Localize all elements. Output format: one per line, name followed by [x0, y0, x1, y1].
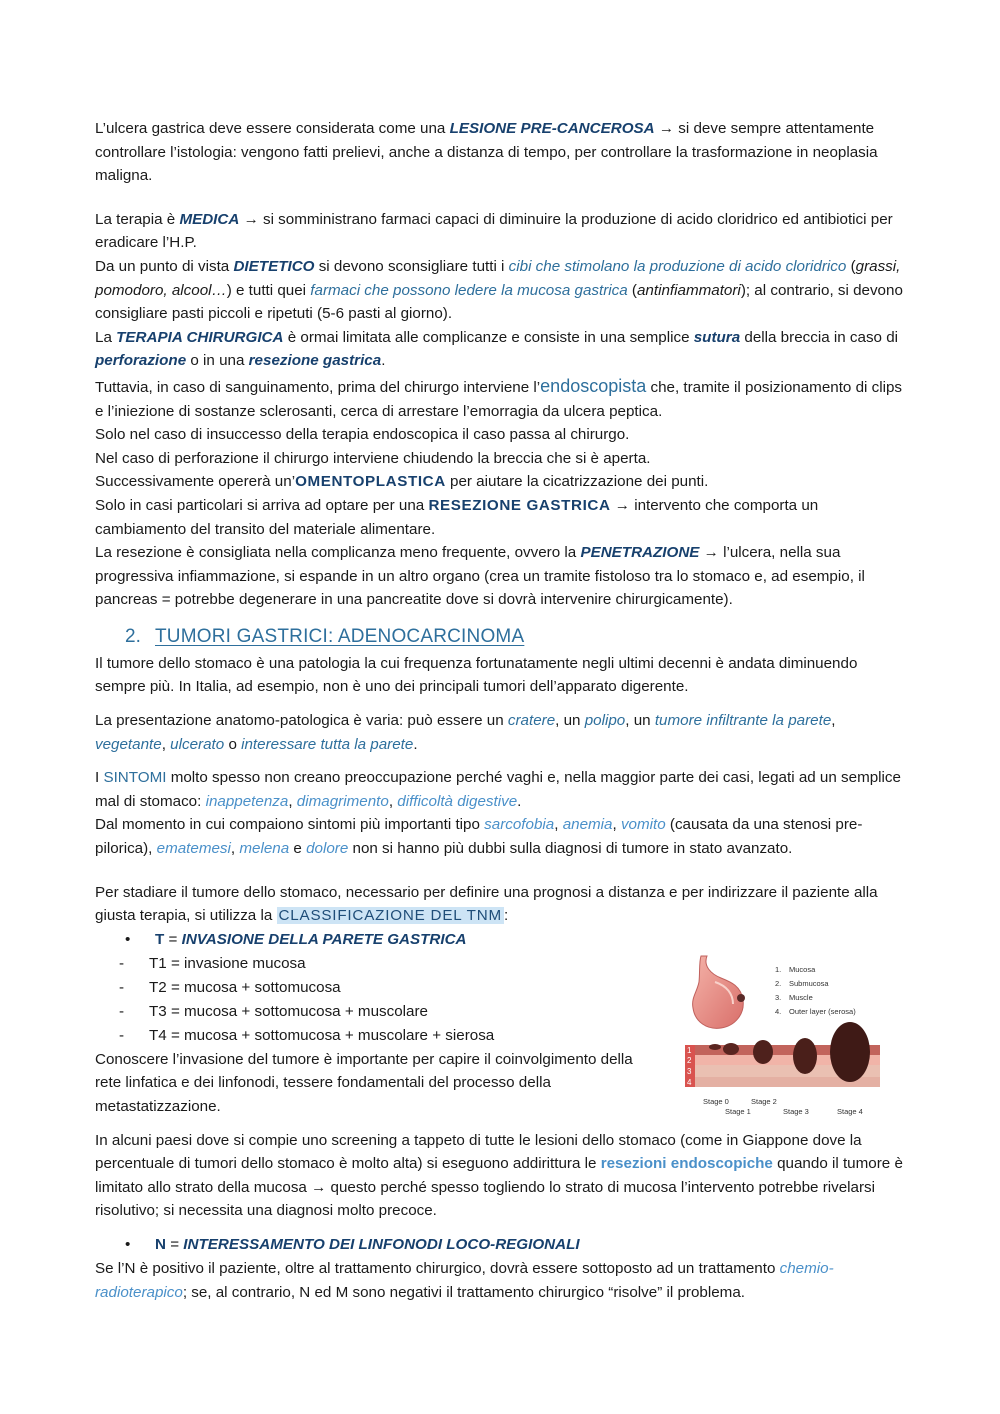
paragraph-endoscopy: Tuttavia, in caso di sanguinamento, prima del chirurgo interviene l’endoscopista che, tramite il posizionamento di clips e l’iniezione di sostanze sclerosanti, cerca di arrestare l’emorragia da ulcera peptica.	[95, 375, 903, 420]
paragraph-medical-therapy: La terapia è MEDICA → si somministrano farmaci capaci di diminuire la produzione di acido cloridrico ed antibiotici per eradicare l’H.P.	[95, 210, 893, 252]
t-item: - T3 = mucosa + sottomucosa + muscolare	[119, 1002, 428, 1020]
t-item: - T2 = mucosa + sottomucosa	[119, 978, 341, 996]
svg-text:2: 2	[687, 1055, 692, 1065]
keyword: PENETRAZIONE	[580, 544, 700, 562]
keyword: MEDICA	[179, 210, 240, 228]
svg-text:Stage 1: Stage 1	[725, 1106, 751, 1116]
svg-text:3: 3	[687, 1066, 692, 1076]
paragraph-omentoplasty: Successivamente opererà un’OMENTOPLASTICA per aiutare la cicatrizzazione dei punti.	[95, 473, 709, 491]
paragraph-advanced-symptoms: Dal momento in cui compaiono sintomi più importanti tipo sarcofobia, anemia, vomito (causata da una stenosi pre-pilorica), ematemesi, melena e dolore non si hanno più dubbi sulla diagnosi di tumore in stato avanzato.	[95, 816, 863, 858]
keyword: TERAPIA CHIRURGICA	[116, 328, 284, 346]
svg-text:Stage 2: Stage 2	[751, 1096, 777, 1106]
bullet-t: • T = INVASIONE DELLA PARETE GASTRICA	[125, 928, 907, 952]
paragraph-invasion: Conoscere l’invasione del tumore è importante per capire il coinvolgimento della rete linfatica e dei linfonodi, tessere fondamentali del processo della metastatizzazione.	[95, 1050, 633, 1115]
svg-text:Submucosa: Submucosa	[789, 978, 829, 988]
stomach-diagram-illustration	[685, 952, 885, 1122]
keyword: OMENTOPLASTICA	[295, 473, 446, 491]
paragraph-frequency: Il tumore dello stomaco è una patologia la cui frequenza fortunatamente negli ultimi decenni è andata diminuendo sempre più. In Italia, ad esempio, non è uno dei principali tumori dell’apparato digerente.	[95, 654, 858, 696]
svg-text:Stage 4: Stage 4	[837, 1106, 863, 1116]
paragraph-presentation: La presentazione anatomo-patologica è varia: può essere un cratere, un polipo, un tumore infiltrante la parete, vegetante, ulcerato o interessare tutta la parete.	[95, 712, 836, 753]
keyword: LESIONE PRE-CANCEROSA	[449, 120, 655, 137]
keyword: resezioni endoscopiche	[600, 1155, 773, 1173]
highlighted-keyword: CLASSIFICAZIONE DEL TNM	[278, 907, 502, 925]
paragraph-staging: Per stadiare il tumore dello stomaco, necessario per definire una prognosi a distanza e per indirizzare il paziente alla giusta terapia, si utilizza la CLASSIFICAZIONE DEL TNM :	[95, 883, 878, 925]
svg-text:Outer layer (serosa): Outer layer (serosa)	[789, 1006, 856, 1016]
paragraph-symptoms: I SINTOMI molto spesso non creano preoccupazione perché vaghi e, nella maggior parte dei casi, legati ad un semplice mal di stomaco: inappetenza, dimagrimento, difficoltà digestive.	[95, 769, 901, 810]
svg-text:Mucosa: Mucosa	[789, 964, 816, 974]
paragraph-dietetic: Da un punto di vista DIETETICO si devono sconsigliare tutti i cibi che stimolano la produzione di acido cloridrico (grassi, pomodoro, alcool…) e tutti quei farmaci che possono ledere la mucosa gastrica (antinfiammatori); al contrario, si devono consigliare pasti piccoli e ripetuti (5-6 pasti al giorno).	[95, 257, 903, 323]
keyword: RESEZIONE GASTRICA	[428, 496, 611, 514]
bullet-n: • N = INTERESSAMENTO DEI LINFONODI LOCO-REGIONALI	[125, 1233, 907, 1257]
heading-text: TUMORI GASTRICI: ADENOCARCINOMA	[155, 625, 525, 647]
stomach-cancer-stages-figure	[685, 952, 885, 1122]
paragraph-gastric-resection: Solo in casi particolari si arriva ad optare per una RESEZIONE GASTRICA → intervento che comporta un cambiamento del transito del materiale alimentare.	[95, 496, 819, 538]
tnm-section	[95, 928, 907, 1119]
document-page	[95, 117, 907, 1304]
svg-text:Muscle: Muscle	[789, 992, 813, 1002]
svg-text:4.: 4.	[775, 1006, 782, 1016]
keyword: SINTOMI	[103, 769, 167, 787]
paragraph-surgical-therapy: La TERAPIA CHIRURGICA è ormai limitata alle complicanze e consiste in una semplice sutura della breccia in caso di perforazione o in una resezione gastrica.	[95, 328, 899, 370]
svg-text:1: 1	[687, 1045, 692, 1055]
svg-text:Stage 0: Stage 0	[703, 1096, 729, 1106]
keyword: DIETETICO	[233, 257, 315, 275]
svg-text:3.: 3.	[775, 992, 782, 1002]
keyword: endoscopista	[540, 375, 647, 396]
svg-text:2.: 2.	[775, 978, 782, 988]
t-item: - T1 = invasione mucosa	[119, 954, 306, 972]
paragraph-screening: In alcuni paesi dove si compie uno screening a tappeto di tutte le lesioni dello stomaco (come in Giappone dove la percentuale di tumori dello stomaco è molto alta) si eseguono addirittura le resezioni endoscopiche quando il tumore è limitato allo strato della mucosa → questo perché spesso togliendo lo strato di mucosa l’intervento potrebbe rivelarsi risolutivo; si necessita una diagnosi molto precoce.	[95, 1131, 903, 1220]
section-heading	[125, 622, 907, 652]
bullet-dot: •	[125, 930, 131, 948]
paragraph-endoscopy-failure: Solo nel caso di insuccesso della terapia endoscopica il caso passa al chirurgo.	[95, 426, 630, 444]
svg-text:1.: 1.	[775, 964, 782, 974]
t-item: - T4 = mucosa + sottomucosa + muscolare + sierosa	[119, 1026, 495, 1044]
svg-text:4: 4	[687, 1077, 692, 1087]
svg-text:Stage 3: Stage 3	[783, 1106, 809, 1116]
text: → si deve sempre attentamente controllare l’istologia: vengono fatti prelievi, anche a distanza di tempo, per controllare la trasformazione in neoplasia maligna.	[95, 120, 878, 185]
text: L’ulcera gastrica deve essere considerata come una	[95, 120, 450, 137]
paragraph-precancerous	[95, 117, 907, 188]
heading-number: 2.	[125, 625, 141, 647]
bullet-dot: •	[125, 1235, 131, 1253]
paragraph-penetration: La resezione è consigliata nella complicanza meno frequente, ovvero la PENETRAZIONE → l’ulcera, nella sua progressiva infiammazione, si espande in un altro organo (crea un tramite fistoloso tra lo stomaco e, ad esempio, il pancreas = potrebbe degenerare in una pancreatite dove si dovrà intervenire chirurgicamente).	[95, 544, 865, 609]
paragraph-lymph-nodes: Se l’N è positivo il paziente, oltre al trattamento chirurgico, dovrà essere sottoposto ad un trattamento chemio-radioterapico; se, al contrario, N ed M sono negativi il trattamento chirurgico “risolve” il problema.	[95, 1259, 834, 1301]
paragraph-perforation: Nel caso di perforazione il chirurgo interviene chiudendo la breccia che si è aperta.	[95, 449, 651, 467]
